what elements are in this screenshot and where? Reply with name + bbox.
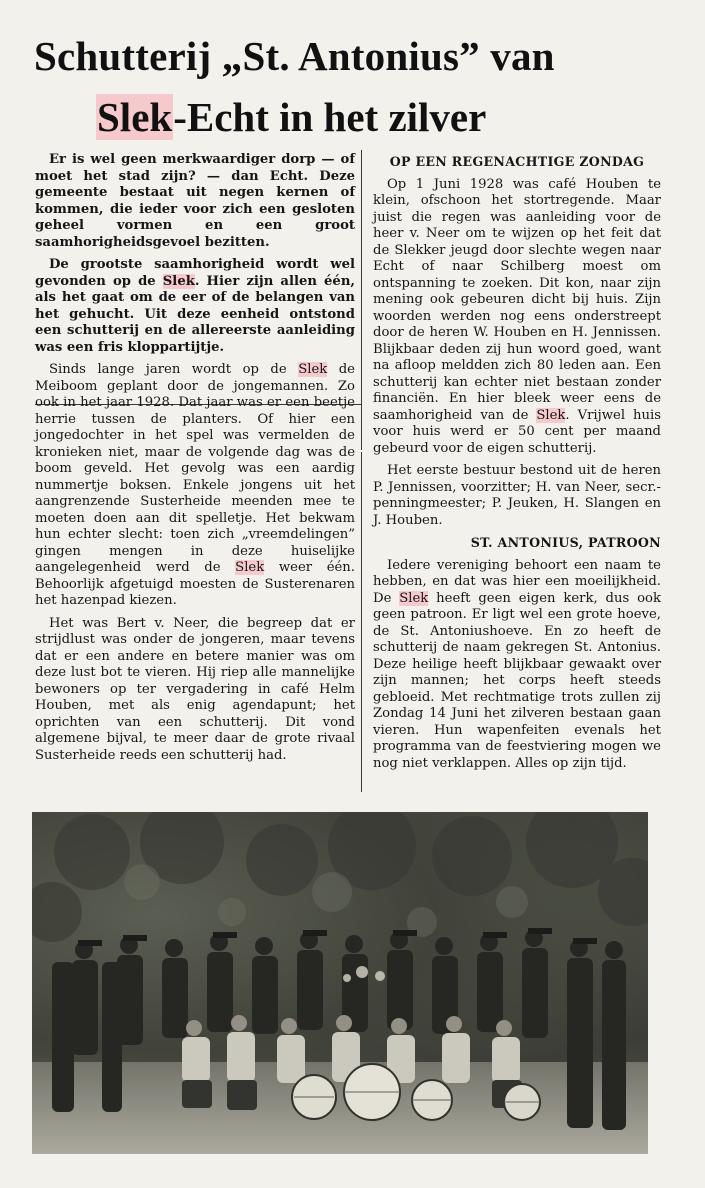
left-paragraph-4: Het was Bert v. Neer, die begreep dat er strijdlust was onder de jongeren, maar tevens dat er een andere en betere manier was om deze lust bot te vieren. Hij riep alle mannelijke bewoners op ter vergadering in café Helm Houben, met als enig agendapunt; het oprichten van een schutterij. Dit vond algemene bijval, te meer daar de grote rivaal Susterheide reeds een schutterij had. [35, 615, 355, 763]
group-photo [32, 812, 648, 1154]
column-divider-lower [361, 452, 362, 792]
text-run: de Meiboom geplant door de jongemannen. Zo ook in het jaar 1928. Dat jaar was er een beetje herrie tussen de planters. Of hier een jongedochter in het spel was vermelden de kronieken niet, maar de volgende dag was de boom geveld. Het gevolg was een aardig nummertje boksen. Enkele jongens uit het aangrenzende Susterheide meenden mee te moeten doen aan dit spelletje. Het bekwam hun echter slecht: toen zich „vreemdelingen” gingen mengen in deze huiselijke aangelegenheid werd de [35, 362, 355, 575]
text-run: . Hier zijn allen één, als het gaat om de eer of de belangen van het gehucht. Uit deze eenheid ontstond een schutterij en de allereerste aanleiding was een fris kloppartijtje. [35, 273, 355, 355]
headline-line-2 [96, 86, 684, 148]
headline-slek-highlight: Slek [97, 94, 173, 140]
left-paragraph-1: Er is wel geen merkwaardiger dorp — of moet het stad zijn? — dan Echt. Deze gemeente bestaat uit negen kernen of kommen, die ieder voor zich een gesloten geheel vormen en een groot saamhorigheidsgevoel bezitten. [35, 152, 355, 250]
text-run: Sinds lange jaren wordt op de [49, 362, 299, 377]
subheading-st-antonius-patroon: ST. ANTONIUS, PATROON [470, 535, 661, 550]
text-run: Op 1 Juni 1928 was café Houben te klein, ofschoon het stortregende. Maar juist die regen was aanleiding voor de heer v. Neer om te wijzen op het feit dat de Slekker jeugd door slechte wegen naar Echt of naar Schilberg moest om ontspanning te zoeken. Dit kon, naar zijn mening ook gebeuren dicht bij huis. Zijn woorden werden nog eens onderstreept door de heren W. Houben en H. Jennissen. Blijkbaar deden zij hun woord goed, want na afloop meldden zich 80 leden aan. Een schutterij kan echter niet bestaan zonder financiën. En hier bleek weer eens de saamhorigheid van de [373, 176, 661, 423]
slek-highlight: Slek [235, 560, 265, 575]
text-run: weer één. Behoorlijk afgetuigd moesten de Susterenaren het hazenpad kiezen. [35, 560, 355, 608]
left-paragraph-3 [35, 362, 355, 610]
left-column [35, 152, 355, 770]
right-paragraph-3 [373, 558, 661, 773]
slek-highlight: Slek [399, 590, 429, 606]
right-paragraph-2: Het eerste bestuur bestond uit de heren P. Jennissen, voorzitter; H. van Neer, secr.-penningmeester; P. Jeuken, H. Slangen en J. Houben. [373, 463, 661, 528]
slek-highlight: Slek [536, 407, 566, 423]
text-run: De grootste saamhorigheid wordt wel gevonden op de [35, 257, 355, 289]
column-divider [361, 150, 362, 450]
left-paragraph-2 [35, 257, 355, 356]
group-photo-illustration [32, 812, 648, 1154]
text-run: heeft geen eigen kerk, dus ook geen patroon. Er ligt wel een grote hoeve, de St. Antoniushoeve. En zo heeft de schutterij de naam gekregen St. Antonius. Deze heilige heeft blijkbaar gewaakt over zijn mannen; het corps heeft steeds gebloeid. Met rechtmatige trots zullen zij Zondag 14 Juni het zilveren bestaan gaan vieren. Hun wapenfeiten evenals het programma van de feestviering mogen we nog niet verklappen. Alles op zijn tijd. [373, 590, 661, 771]
subheading-regenachtige-zondag: OP EEN REGENACHTIGE ZONDAG [389, 154, 645, 169]
headline-line-1: Schutterij „St. Antonius” van [34, 33, 555, 79]
text-run: . Vrijwel huis voor huis werd er 50 cent per maand gebeurd voor de eigen schutterij. [373, 407, 661, 456]
slek-highlight: Slek [298, 362, 328, 377]
slek-highlight: Slek [162, 273, 195, 289]
text-run: Iedere vereniging behoort een naam te hebben, en dat was hier een moeilijkheid. De [373, 557, 661, 606]
right-paragraph-1 [373, 177, 661, 458]
headline-line-2-rest: -Echt in het zilver [173, 94, 487, 140]
right-column [373, 152, 661, 778]
headline [34, 26, 684, 148]
